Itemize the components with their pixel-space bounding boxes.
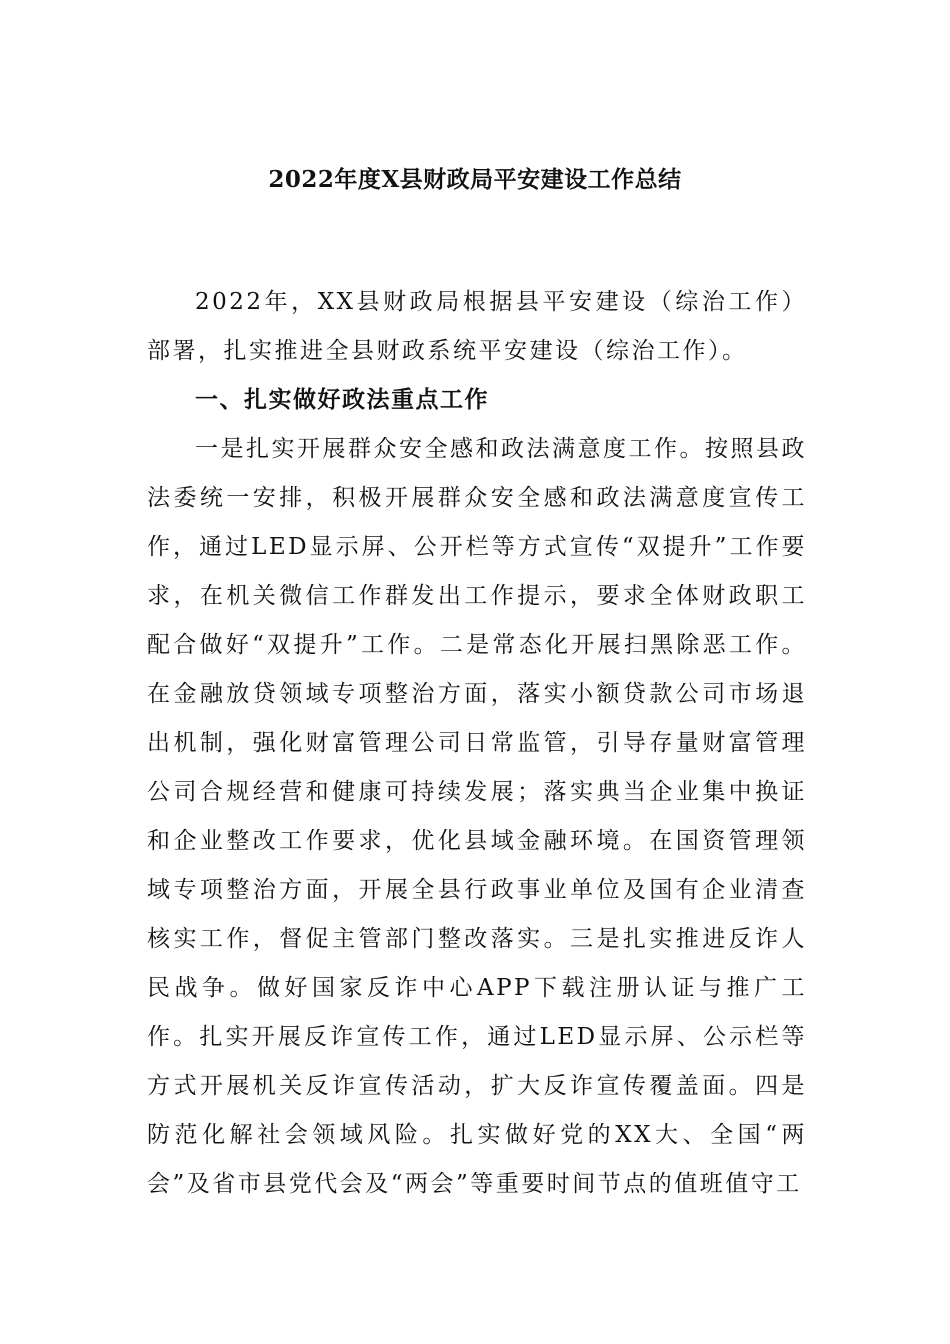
document-title: 2022年度X县财政局平安建设工作总结	[268, 166, 682, 193]
section-heading: 一、扎实做好政法重点工作	[195, 387, 489, 413]
section-paragraph: 一是扎实开展群众安全感和政法满意度工作。按照县政法委统一安排，积极开展群众安全感和政法满意度宣传工作，通过LED显示屏、公开栏等方式宣传“双提升”工作要求，在机关微信工作群发出工作提示，要求全体财政职工配合做好“双提升”工作。二是常态化开展扫黑除恶工作。在金融放贷领域专项整治方面，落实小额贷款公司市场退出机制，强化财富管理公司日常监管，引导存量财富管理公司合规经营和健康可持续发展；落实典当企业集中换证和企业整改工作要求，优化县域金融环境。在国资管理领域专项整治方面，开展全县行政事业单位及国有企业清查核实工作，督促主管部门整改落实。三是扎实推进反诈人民战争。做好国家反诈中心APP下载注册认证与推广工作。扎实开展反诈宣传工作，通过LED显示屏、公示栏等方式开展机关反诈宣传活动，扩大反诈宣传覆盖面。四是防范化解社会领域风险。扎实做好党的XX大、全国“两会”及省市县党代会及“两会”等重要时间节点的值班值守工	[147, 436, 807, 1197]
intro-paragraph: 2022年，XX县财政局根据县平安建设（综治工作）部署，扎实推进全县财政系统平安建设（综治工作）。	[147, 289, 807, 364]
document-body	[147, 278, 807, 1209]
